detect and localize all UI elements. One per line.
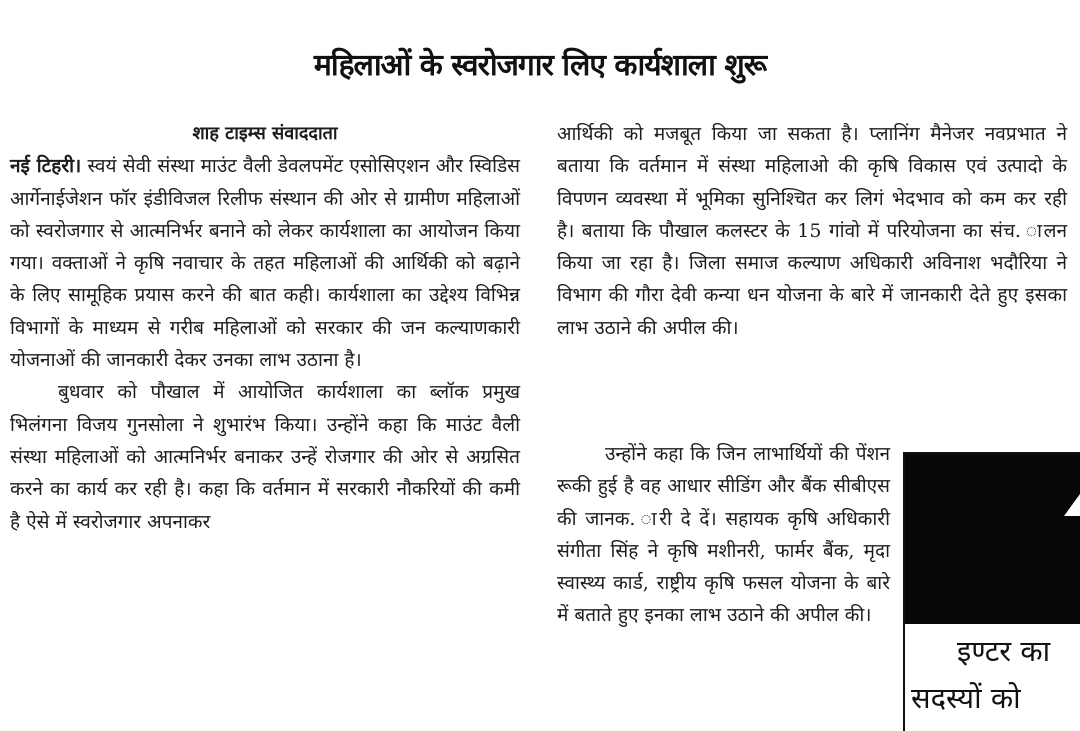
adjacent-article-box xyxy=(903,452,1080,731)
article-byline: शाह टाइम्स संवाददाता xyxy=(192,123,338,144)
photo-highlight-shape xyxy=(1064,494,1080,516)
article-column-left xyxy=(10,118,520,538)
adjacent-article-headline xyxy=(911,624,1080,722)
adjacent-headline-line-2: सदस्यों को xyxy=(911,681,1021,715)
article-paragraph-4: उन्होंने कहा कि जिन लाभार्थियों की पेंशन रूकी हुई है वह आधार सीडिंग और बैंक सीबीएस की जानक. ारी दे दें। सहायक कृषि अधिकारी संगीता सिंह ने कृषि मशीनरी, फार्मर बैंक, मृदा स्वास्थ्य कार्ड, राष्ट्रीय कृषि फसल योजना के बारे में बताते हुए इनका लाभ उठाने की अपील की। xyxy=(557,443,890,627)
article-paragraph-2: बुधवार को पौखाल में आयोजित कार्यशाला का ब्लॉक प्रमुख भिलंगना विजय गुनसोला ने शुभारंभ किया। उन्होंने कहा कि माउंट वैली संस्था महिलाओं को आत्मनिर्भर बनाकर उन्हें रोजगार की ओर से अग्रसित करने का कार्य कर रही है। कहा कि वर्तमान में सरकारी नौकरियों की कमी है ऐसे में स्वरोजगार अपनाकर xyxy=(10,381,520,533)
article-column-right-top xyxy=(557,118,1067,344)
article-headline: महिलाओं के स्वरोजगार लिए कार्यशाला शुरू xyxy=(313,48,767,83)
adjacent-article-photo xyxy=(905,454,1080,624)
adjacent-headline-line-1: इण्टर का xyxy=(957,634,1051,668)
article-paragraph-3: आर्थिकी को मजबूत किया जा सकता है। प्लानिंग मैनेजर नवप्रभात ने बताया कि वर्तमान में संस्था महिलाओ की कृषि विकास एवं उत्पादो के विपणन व्यवस्था में भूमिका सुनिश्चित कर लिगं भेदभाव को कम कर रही है। बताया कि पौखाल कलस्टर के 15 गांवो में परियोजना का संच. ालन किया जा रहा है। जिला समाज कल्याण अधिकारी अविनाश भदौरिया ने विभाग की गौरा देवी कन्या धन योजना के बारे में जानकारी देते हुए इसका लाभ उठाने की अपील की। xyxy=(557,123,1067,339)
article-paragraph-1 xyxy=(10,150,520,376)
article-column-right-bottom xyxy=(557,438,890,632)
article-paragraph-1-text: स्वयं सेवी संस्था माउंट वैली डेवलपमेंट एसोसिएशन और स्विडिस आर्गेनाईजेशन फॉर इंडीविजल रिलीफ संस्थान की ओर से ग्रामीण महिलाओं को स्वरोजगार से आत्मनिर्भर बनाने को लेकर कार्यशाला का आयोजन किया गया। वक्ताओं ने कृषि नवाचार के तहत महिलाओं की आर्थिकी को बढ़ाने के लिए सामूहिक प्रयास करने की बात कही। कार्यशाला का उद्देश्य विभिन्न विभागों के माध्यम से गरीब महिलाओं को सरकार की जन कल्याणकारी योजनाओं की जानकारी देकर उनका लाभ उठाना है। xyxy=(10,155,520,372)
article-dateline: नई टिहरी। xyxy=(10,155,82,178)
